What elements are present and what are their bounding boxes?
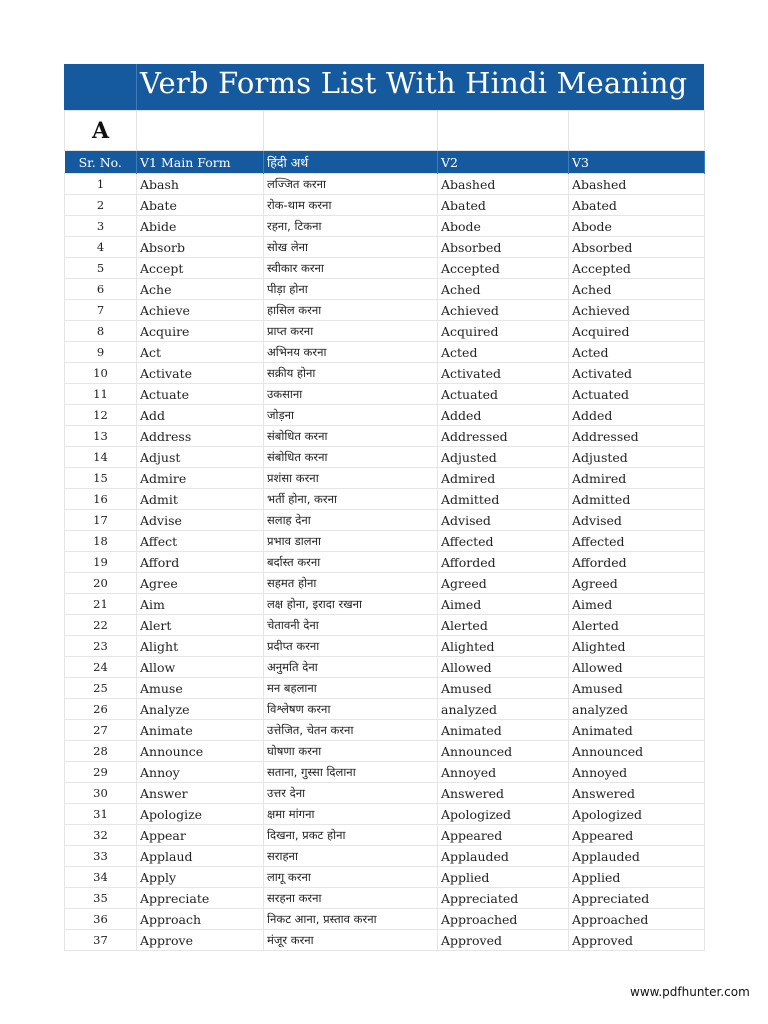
table-row	[65, 510, 705, 531]
cell-sr: 7	[65, 300, 137, 321]
cell-sr: 29	[65, 762, 137, 783]
cell-sr: 2	[65, 195, 137, 216]
cell-v3: Abode	[569, 216, 705, 237]
table-row	[65, 783, 705, 804]
cell-v3: Added	[569, 405, 705, 426]
cell-hindi: सहमत होना	[264, 573, 438, 594]
table-row	[65, 258, 705, 279]
cell-sr: 24	[65, 657, 137, 678]
cell-hindi: जोड़ना	[264, 405, 438, 426]
table-row	[65, 615, 705, 636]
cell-v3: Alighted	[569, 636, 705, 657]
cell-hindi: प्राप्त करना	[264, 321, 438, 342]
cell-v2: Alighted	[438, 636, 569, 657]
cell-v3: Applauded	[569, 846, 705, 867]
cell-v1: Abide	[137, 216, 264, 237]
cell-hindi: अभिनय करना	[264, 342, 438, 363]
cell-sr: 11	[65, 384, 137, 405]
cell-sr: 32	[65, 825, 137, 846]
table-row	[65, 321, 705, 342]
cell-v3: Addressed	[569, 426, 705, 447]
cell-v2: Appeared	[438, 825, 569, 846]
cell-v3: Apologized	[569, 804, 705, 825]
cell-v1: Absorb	[137, 237, 264, 258]
cell-v3: Ached	[569, 279, 705, 300]
cell-hindi: उत्तर देना	[264, 783, 438, 804]
cell-v2: Advised	[438, 510, 569, 531]
cell-hindi: पीड़ा होना	[264, 279, 438, 300]
cell-v2: Admired	[438, 468, 569, 489]
cell-sr: 30	[65, 783, 137, 804]
cell-v1: Approach	[137, 909, 264, 930]
cell-v1: Add	[137, 405, 264, 426]
cell-v3: Admired	[569, 468, 705, 489]
cell-v2: Absorbed	[438, 237, 569, 258]
cell-v3: Acquired	[569, 321, 705, 342]
cell-hindi: लागू करना	[264, 867, 438, 888]
cell-v1: Applaud	[137, 846, 264, 867]
cell-hindi: क्षमा मांगना	[264, 804, 438, 825]
cell-hindi: प्रशंसा करना	[264, 468, 438, 489]
cell-sr: 37	[65, 930, 137, 951]
table-row	[65, 930, 705, 951]
table-row	[65, 279, 705, 300]
cell-hindi: सरहना करना	[264, 888, 438, 909]
cell-v1: Act	[137, 342, 264, 363]
cell-v1: Annoy	[137, 762, 264, 783]
table-row	[65, 174, 705, 195]
cell-v3: Annoyed	[569, 762, 705, 783]
table-row	[65, 741, 705, 762]
cell-v2: analyzed	[438, 699, 569, 720]
cell-sr: 8	[65, 321, 137, 342]
cell-v2: Approved	[438, 930, 569, 951]
cell-hindi: सक्रीय होना	[264, 363, 438, 384]
cell-v1: Announce	[137, 741, 264, 762]
table-row	[65, 636, 705, 657]
cell-v2: Actuated	[438, 384, 569, 405]
page-title: Verb Forms List With Hindi Meaning	[140, 66, 688, 100]
cell-v2: Allowed	[438, 657, 569, 678]
cell-sr: 25	[65, 678, 137, 699]
cell-sr: 17	[65, 510, 137, 531]
cell-v1: Achieve	[137, 300, 264, 321]
cell-v1: Agree	[137, 573, 264, 594]
table-row	[65, 909, 705, 930]
table-row	[65, 552, 705, 573]
table-row	[65, 426, 705, 447]
table-row	[65, 300, 705, 321]
cell-v1: Activate	[137, 363, 264, 384]
column-header-v1: V1 Main Form	[137, 151, 264, 174]
column-header-hindi: हिंदी अर्थ	[264, 151, 438, 174]
cell-v1: Accept	[137, 258, 264, 279]
cell-v2: Applauded	[438, 846, 569, 867]
cell-v2: Announced	[438, 741, 569, 762]
table-row	[65, 594, 705, 615]
cell-v2: Acquired	[438, 321, 569, 342]
cell-v1: Apologize	[137, 804, 264, 825]
table-row	[65, 531, 705, 552]
cell-v3: Actuated	[569, 384, 705, 405]
cell-v2: Appreciated	[438, 888, 569, 909]
cell-hindi: सताना, गुस्सा दिलाना	[264, 762, 438, 783]
cell-hindi: घोषणा करना	[264, 741, 438, 762]
cell-hindi: सोख लेना	[264, 237, 438, 258]
cell-v2: Annoyed	[438, 762, 569, 783]
cell-v3: Admitted	[569, 489, 705, 510]
cell-v1: Alight	[137, 636, 264, 657]
column-header-sr: Sr. No.	[65, 151, 137, 174]
table-row	[65, 342, 705, 363]
table-row	[65, 699, 705, 720]
cell-v3: Abated	[569, 195, 705, 216]
cell-v1: Address	[137, 426, 264, 447]
cell-v1: Adjust	[137, 447, 264, 468]
cell-v3: Achieved	[569, 300, 705, 321]
cell-v2: Addressed	[438, 426, 569, 447]
cell-v1: Ache	[137, 279, 264, 300]
cell-hindi: हासिल करना	[264, 300, 438, 321]
cell-hindi: निकट आना, प्रस्ताव करना	[264, 909, 438, 930]
cell-v2: Applied	[438, 867, 569, 888]
cell-v2: Approached	[438, 909, 569, 930]
cell-v1: Actuate	[137, 384, 264, 405]
cell-v1: Allow	[137, 657, 264, 678]
cell-v1: Admit	[137, 489, 264, 510]
cell-hindi: चेतावनी देना	[264, 615, 438, 636]
cell-v1: Afford	[137, 552, 264, 573]
cell-sr: 28	[65, 741, 137, 762]
cell-hindi: सराहना	[264, 846, 438, 867]
cell-sr: 31	[65, 804, 137, 825]
cell-v1: Appear	[137, 825, 264, 846]
cell-hindi: मन बहलाना	[264, 678, 438, 699]
table-row	[65, 657, 705, 678]
cell-hindi: मंजूर करना	[264, 930, 438, 951]
cell-v2: Adjusted	[438, 447, 569, 468]
cell-v2: Alerted	[438, 615, 569, 636]
cell-v1: Abash	[137, 174, 264, 195]
section-letter-row	[65, 111, 705, 151]
cell-sr: 4	[65, 237, 137, 258]
cell-v2: Achieved	[438, 300, 569, 321]
cell-v2: Agreed	[438, 573, 569, 594]
column-header-v2: V2	[438, 151, 569, 174]
cell-v3: Approached	[569, 909, 705, 930]
cell-hindi: संबोधित करना	[264, 426, 438, 447]
table-row	[65, 825, 705, 846]
cell-sr: 12	[65, 405, 137, 426]
cell-v2: Accepted	[438, 258, 569, 279]
cell-v3: Allowed	[569, 657, 705, 678]
cell-v2: Afforded	[438, 552, 569, 573]
cell-hindi: सलाह देना	[264, 510, 438, 531]
table-row	[65, 216, 705, 237]
cell-sr: 33	[65, 846, 137, 867]
section-letter: A	[65, 111, 137, 151]
table-row	[65, 867, 705, 888]
cell-v1: Aim	[137, 594, 264, 615]
table-row	[65, 678, 705, 699]
cell-v1: Answer	[137, 783, 264, 804]
cell-hindi: संबोधित करना	[264, 447, 438, 468]
table-row	[65, 720, 705, 741]
cell-v3: Appeared	[569, 825, 705, 846]
cell-sr: 14	[65, 447, 137, 468]
cell-v3: Amused	[569, 678, 705, 699]
table-row	[65, 888, 705, 909]
cell-v3: Appreciated	[569, 888, 705, 909]
cell-v3: analyzed	[569, 699, 705, 720]
verb-forms-table	[64, 110, 705, 951]
cell-sr: 23	[65, 636, 137, 657]
cell-v2: Answered	[438, 783, 569, 804]
cell-v2: Ached	[438, 279, 569, 300]
cell-sr: 21	[65, 594, 137, 615]
verb-forms-sheet	[64, 64, 704, 951]
table-row	[65, 489, 705, 510]
table-body	[65, 174, 705, 951]
cell-v3: Adjusted	[569, 447, 705, 468]
cell-sr: 3	[65, 216, 137, 237]
cell-v2: Apologized	[438, 804, 569, 825]
title-banner	[64, 64, 704, 110]
cell-v3: Agreed	[569, 573, 705, 594]
cell-hindi: उत्तेजित, चेतन करना	[264, 720, 438, 741]
cell-v3: Advised	[569, 510, 705, 531]
footer-website: www.pdfhunter.com	[630, 985, 750, 999]
cell-hindi: दिखना, प्रकट होना	[264, 825, 438, 846]
cell-v1: Approve	[137, 930, 264, 951]
cell-sr: 6	[65, 279, 137, 300]
cell-v3: Acted	[569, 342, 705, 363]
table-row	[65, 195, 705, 216]
cell-v3: Applied	[569, 867, 705, 888]
cell-sr: 35	[65, 888, 137, 909]
cell-v2: Abode	[438, 216, 569, 237]
cell-hindi: प्रभाव डालना	[264, 531, 438, 552]
cell-v2: Abated	[438, 195, 569, 216]
table-row	[65, 363, 705, 384]
table-row	[65, 447, 705, 468]
cell-sr: 10	[65, 363, 137, 384]
cell-v3: Announced	[569, 741, 705, 762]
cell-v2: Activated	[438, 363, 569, 384]
cell-sr: 16	[65, 489, 137, 510]
cell-sr: 19	[65, 552, 137, 573]
cell-hindi: भर्ती होना, करना	[264, 489, 438, 510]
cell-v1: Animate	[137, 720, 264, 741]
cell-v3: Affected	[569, 531, 705, 552]
table-row	[65, 237, 705, 258]
cell-v1: Apply	[137, 867, 264, 888]
cell-v3: Activated	[569, 363, 705, 384]
cell-hindi: रोक-थाम करना	[264, 195, 438, 216]
cell-v3: Absorbed	[569, 237, 705, 258]
table-row	[65, 804, 705, 825]
cell-hindi: रहना, टिकना	[264, 216, 438, 237]
cell-v3: Answered	[569, 783, 705, 804]
cell-hindi: बर्दास्त करना	[264, 552, 438, 573]
cell-hindi: लज्जित करना	[264, 174, 438, 195]
cell-hindi: उकसाना	[264, 384, 438, 405]
cell-sr: 9	[65, 342, 137, 363]
table-row	[65, 762, 705, 783]
table-row	[65, 846, 705, 867]
cell-sr: 13	[65, 426, 137, 447]
table-row	[65, 405, 705, 426]
cell-v3: Alerted	[569, 615, 705, 636]
cell-v1: Amuse	[137, 678, 264, 699]
title-banner-left-cell	[64, 64, 137, 110]
cell-v3: Accepted	[569, 258, 705, 279]
cell-v1: Acquire	[137, 321, 264, 342]
table-header-row	[65, 151, 705, 174]
cell-sr: 36	[65, 909, 137, 930]
cell-hindi: लक्ष होना, इरादा रखना	[264, 594, 438, 615]
cell-v3: Approved	[569, 930, 705, 951]
cell-sr: 5	[65, 258, 137, 279]
cell-v3: Abashed	[569, 174, 705, 195]
cell-hindi: अनुमति देना	[264, 657, 438, 678]
cell-v1: Alert	[137, 615, 264, 636]
cell-v1: Affect	[137, 531, 264, 552]
cell-v2: Animated	[438, 720, 569, 741]
cell-sr: 20	[65, 573, 137, 594]
cell-v1: Abate	[137, 195, 264, 216]
cell-v1: Analyze	[137, 699, 264, 720]
cell-sr: 34	[65, 867, 137, 888]
table-row	[65, 468, 705, 489]
cell-sr: 15	[65, 468, 137, 489]
cell-v1: Appreciate	[137, 888, 264, 909]
cell-v3: Aimed	[569, 594, 705, 615]
cell-sr: 22	[65, 615, 137, 636]
cell-v2: Acted	[438, 342, 569, 363]
cell-hindi: प्रदीप्त करना	[264, 636, 438, 657]
cell-sr: 1	[65, 174, 137, 195]
cell-v2: Added	[438, 405, 569, 426]
cell-v2: Abashed	[438, 174, 569, 195]
table-row	[65, 384, 705, 405]
cell-v2: Aimed	[438, 594, 569, 615]
cell-v3: Animated	[569, 720, 705, 741]
cell-v1: Advise	[137, 510, 264, 531]
cell-sr: 26	[65, 699, 137, 720]
cell-hindi: विश्लेषण करना	[264, 699, 438, 720]
cell-v2: Amused	[438, 678, 569, 699]
table-row	[65, 573, 705, 594]
cell-v2: Admitted	[438, 489, 569, 510]
column-header-v3: V3	[569, 151, 705, 174]
cell-v1: Admire	[137, 468, 264, 489]
cell-sr: 27	[65, 720, 137, 741]
cell-hindi: स्वीकार करना	[264, 258, 438, 279]
cell-v3: Afforded	[569, 552, 705, 573]
cell-sr: 18	[65, 531, 137, 552]
cell-v2: Affected	[438, 531, 569, 552]
